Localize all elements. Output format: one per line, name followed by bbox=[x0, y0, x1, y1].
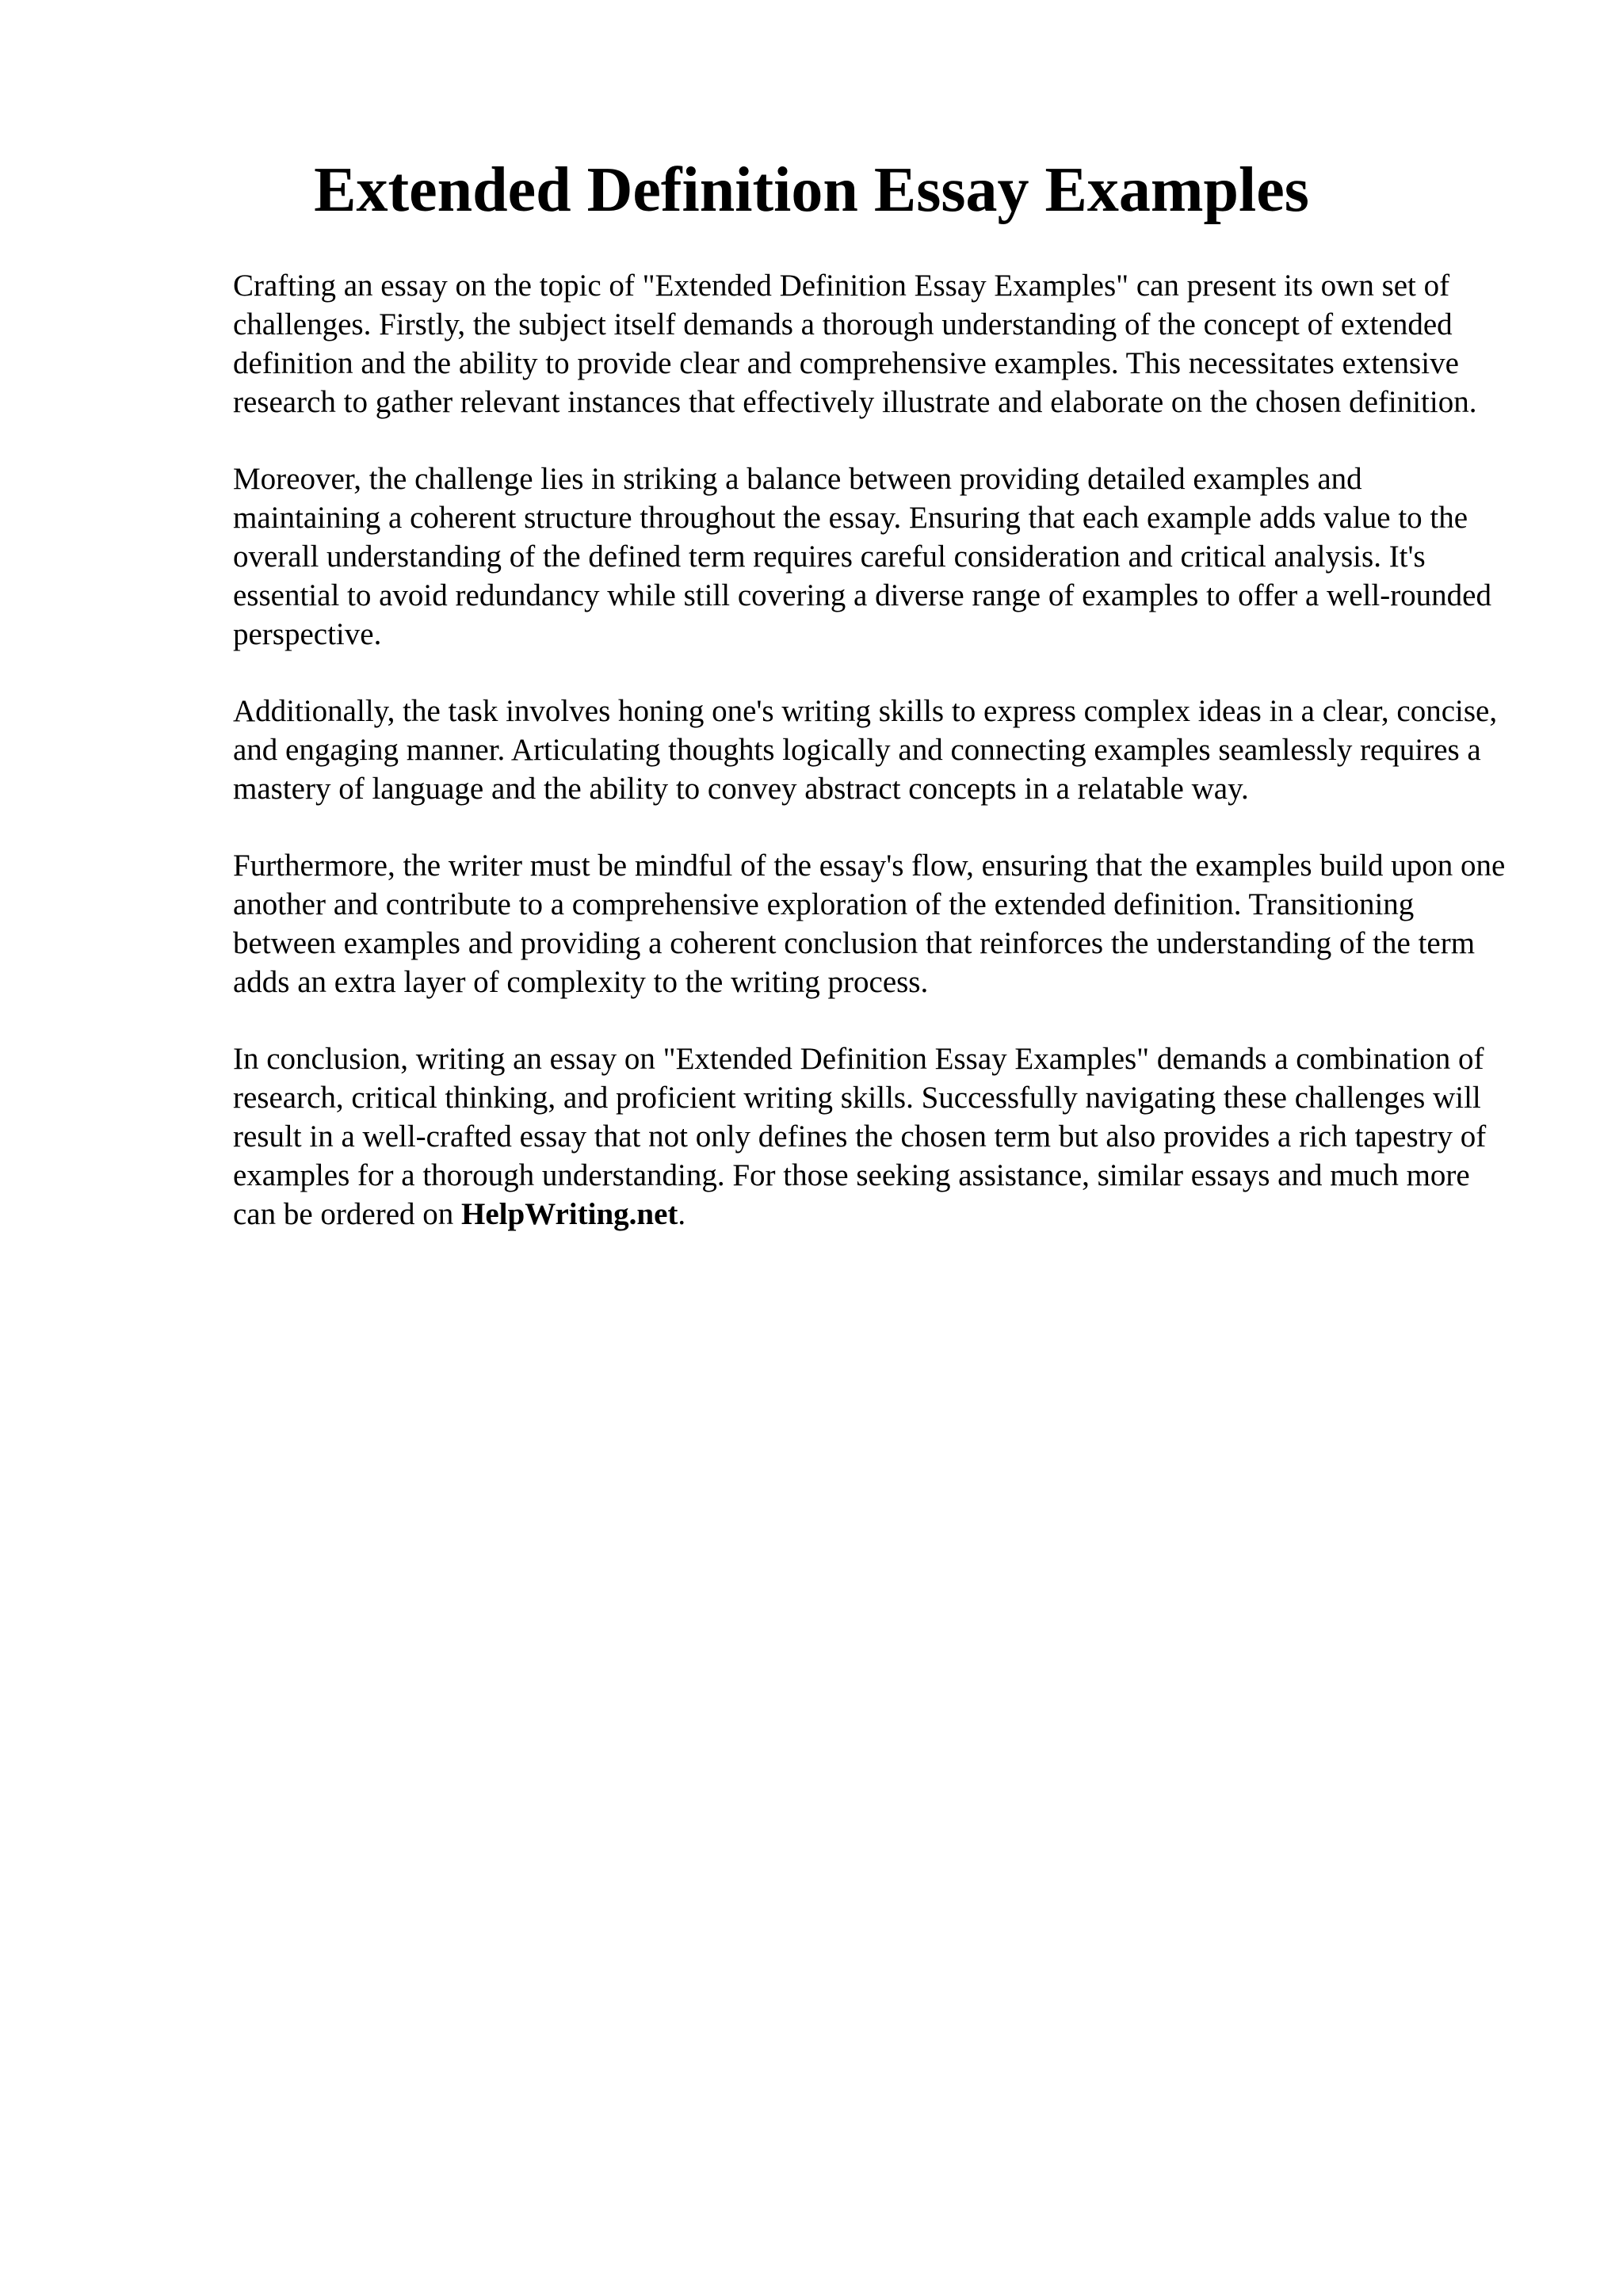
paragraph-2: Moreover, the challenge lies in striking a balance between providing detailed examples and maintaining a coherent structure throughout the essay. Ensuring that each example adds value to the overall understanding of the defined term requires careful consideration and critical analysis. It's essential to avoid redundancy while still covering a diverse range of examples to offer a well-rounded perspective. bbox=[233, 462, 1491, 651]
paragraph-4: Furthermore, the writer must be mindful of the essay's flow, ensuring that the examples build upon one another and contribute to a comprehensive exploration of the extended definition. Transitioning between examples and providing a coherent conclusion that reinforces the understanding of the term adds an extra layer of complexity to the writing process. bbox=[233, 849, 1506, 999]
document-body bbox=[233, 266, 1517, 1272]
paragraph-conclusion bbox=[233, 1039, 1517, 1234]
conclusion-end: . bbox=[678, 1197, 686, 1231]
paragraph-1: Crafting an essay on the topic of "Extended Definition Essay Examples" can present its own set of challenges. Firstly, the subject itself demands a thorough understanding of the concept of extended definition and the ability to provide clear and comprehensive examples. This necessitates extensive research to gather relevant instances that effectively illustrate and elaborate on the chosen definition. bbox=[233, 269, 1477, 419]
conclusion-text: In conclusion, writing an essay on "Extended Definition Essay Examples" demands a combination of research, critical thinking, and proficient writing skills. Successfully navigating these challenges will result in a well-crafted essay that not only defines the chosen term but also provides a rich tapestry of examples for a thorough understanding. For those seeking assistance, similar essays and much more can be ordered on bbox=[233, 1042, 1487, 1231]
document-title: Extended Definition Essay Examples bbox=[314, 155, 1309, 225]
brand-name: HelpWriting.net bbox=[461, 1197, 678, 1231]
paragraph-3: Additionally, the task involves honing one's writing skills to express complex ideas in a clear, concise, and engaging manner. Articulating thoughts logically and connecting examples seamlessly requires a mastery of language and the ability to convey abstract concepts in a relatable way. bbox=[233, 694, 1498, 806]
